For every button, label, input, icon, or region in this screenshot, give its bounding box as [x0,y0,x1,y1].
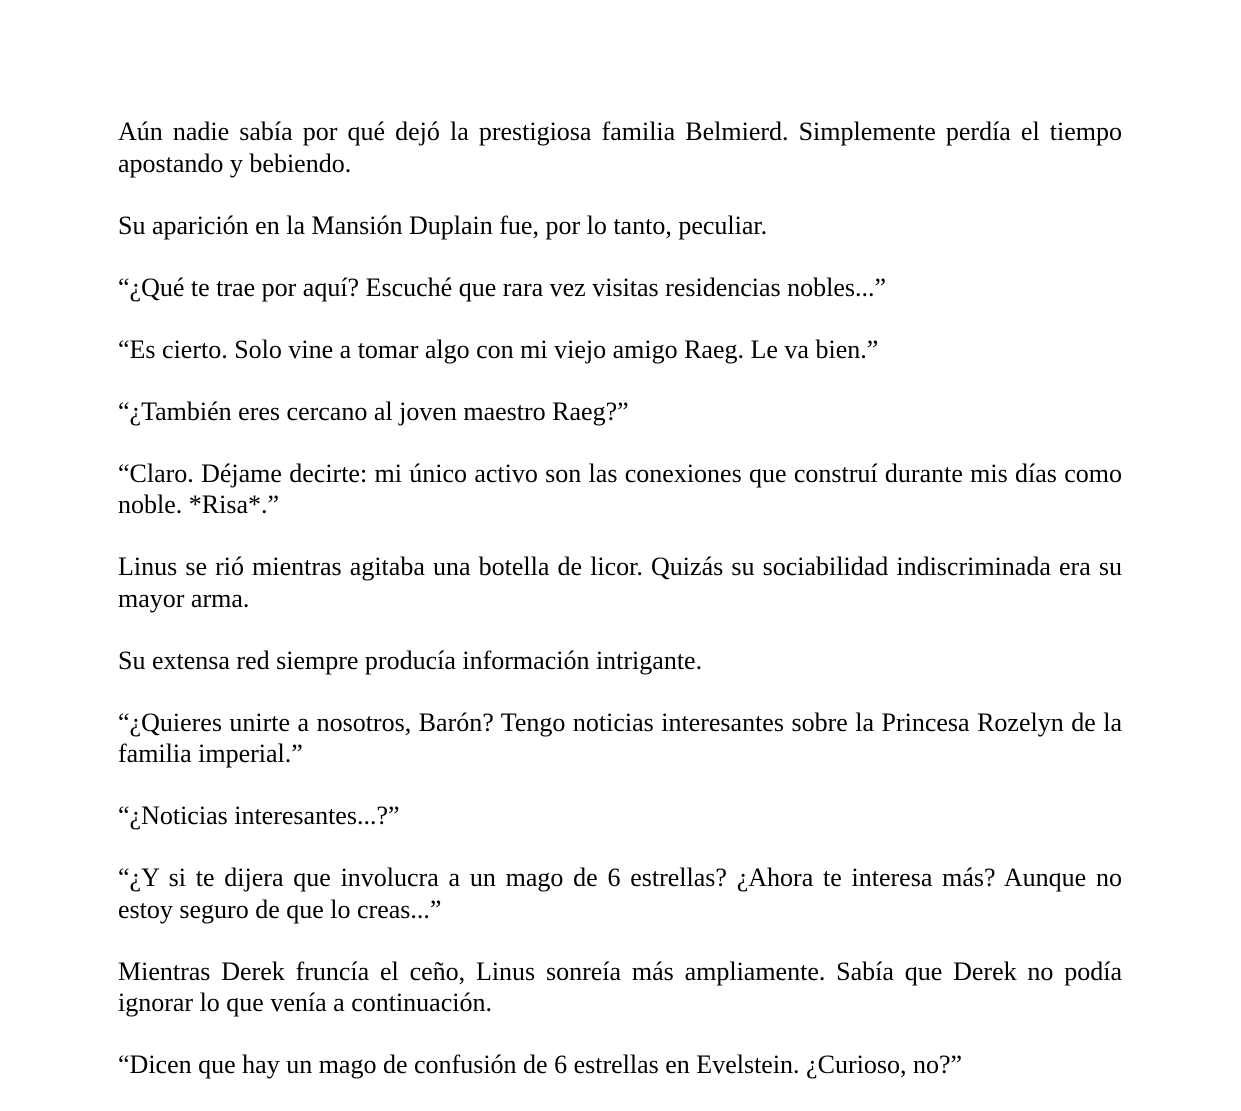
paragraph: “¿Noticias interesantes...?” [118,801,400,830]
paragraph: “Dicen que hay un mago de confusión de 6 estrellas en Evelstein. ¿Curioso, no?” [118,1050,963,1079]
paragraph: Mientras Derek fruncía el ceño, Linus sonreía más ampliamente. Sabía que Derek no podía ignorar lo que venía a continuación. [118,956,1122,1017]
paragraph: “Claro. Déjame decirte: mi único activo son las conexiones que construí durante mis días como noble. *Risa*.” [118,458,1122,519]
paragraph: “¿Quieres unirte a nosotros, Barón? Tengo noticias interesantes sobre la Princesa Rozelyn de la familia imperial.” [118,707,1122,768]
paragraph: “¿Qué te trae por aquí? Escuché que rara vez visitas residencias nobles...” [118,272,887,302]
paragraph: Su extensa red siempre producía información intrigante. [118,645,703,675]
paragraph: Su aparición en la Mansión Duplain fue, por lo tanto, peculiar. [118,210,768,240]
paragraph: “Es cierto. Solo vine a tomar algo con mi viejo amigo Raeg. Le va bien.” [118,334,879,364]
document-page [118,116,1122,1111]
paragraph: “¿También eres cercano al joven maestro Raeg?” [118,396,629,426]
paragraph: Aún nadie sabía por qué dejó la prestigiosa familia Belmierd. Simplemente perdía el tiempo apostando y bebiendo. [118,117,1122,178]
paragraph: “¿Y si te dijera que involucra a un mago de 6 estrellas? ¿Ahora te interesa más? Aunque no estoy seguro de que lo creas...” [118,863,1122,924]
paragraph: Linus se rió mientras agitaba una botella de licor. Quizás su sociabilidad indiscriminada era su mayor arma. [118,552,1122,613]
